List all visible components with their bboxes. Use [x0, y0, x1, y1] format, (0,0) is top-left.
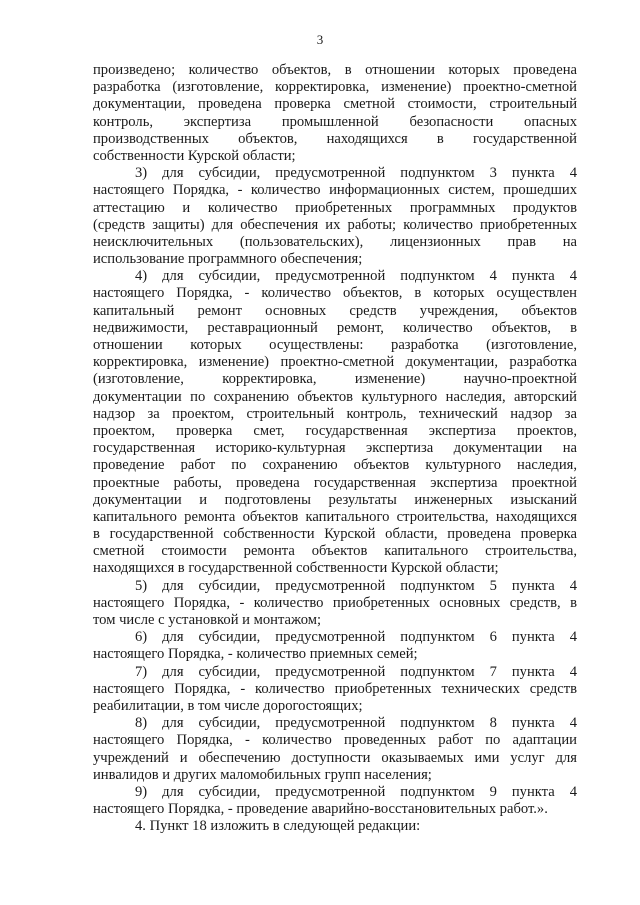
- paragraph-continuation: [93, 62, 577, 165]
- text-line: настоящего Порядка, - количество проведенных работ по адаптации: [93, 732, 577, 749]
- text-line: настоящего Порядка, - количество объектов, в которых осуществлен: [93, 285, 577, 302]
- document-body: [93, 62, 577, 835]
- text-line: сметной стоимости ремонта объектов капитального строительства,: [93, 543, 577, 560]
- paragraph-item-3: [93, 165, 577, 268]
- text-line: отношении которых осуществлены: разработка (изготовление,: [93, 337, 577, 353]
- text-line: произведено; количество объектов, в отношении которых проведена: [93, 62, 577, 78]
- text-line: находящихся в государственной собственности Курской области;: [93, 560, 499, 577]
- text-line: использование программного обеспечения;: [93, 251, 363, 268]
- text-line: 8) для субсидии, предусмотренной подпунктом 8 пункта 4: [135, 715, 577, 732]
- text-line: проектом, проверка смет, государственная экспертиза проектов,: [93, 422, 577, 439]
- text-line: том числе с установкой и монтажом;: [93, 612, 322, 628]
- text-line: аттестацию и количество приобретенных программных продуктов: [93, 199, 577, 216]
- text-line: собственности Курской области;: [93, 147, 296, 164]
- text-line: настоящего Порядка, - проведение аварийно-восстановительных работ.».: [93, 801, 548, 818]
- paragraph-item-6: [93, 629, 577, 663]
- text-line: проведение работ по сохранению объектов культурного наследия,: [93, 457, 577, 474]
- text-line: недвижимости, реставрационный ремонт, количество объектов, в: [93, 319, 577, 336]
- text-line: документации по сохранению объектов культурного наследия, авторский: [93, 388, 577, 405]
- text-line: 9) для субсидии, предусмотренной подпунктом 9 пункта 4: [135, 783, 577, 800]
- text-line: неисключительных (пользовательских), лицензионных прав на: [93, 233, 577, 250]
- text-line: корректировка, изменение) проектно-сметной документации, разработка: [93, 354, 577, 371]
- text-line: 3) для субсидии, предусмотренной подпунктом 3 пункта 4: [135, 165, 577, 182]
- text-line: 4) для субсидии, предусмотренной подпунктом 4 пункта 4: [135, 268, 577, 285]
- text-line: производственных объектов, находящихся в государственной: [93, 130, 577, 147]
- text-line: документации, проведена проверка сметной стоимости, строительный: [93, 96, 577, 113]
- text-line: реабилитации, в том числе дорогостоящих;: [93, 697, 363, 714]
- text-line: документации и подготовлены результаты инженерных изысканий: [93, 491, 577, 508]
- text-line: разработка (изготовление, корректировка, изменение) проектно-сметной: [93, 79, 577, 96]
- text-line: государственная историко-культурная экспертиза документации на: [93, 440, 577, 457]
- page-number: 3: [316, 32, 324, 47]
- text-line: настоящего Порядка, - количество информационных систем, прошедших: [93, 182, 577, 199]
- paragraph-clause-4: [93, 818, 577, 835]
- text-line: настоящего Порядка, - количество приобретенных технических средств: [93, 680, 577, 697]
- text-line: 7) для субсидии, предусмотренной подпунктом 7 пункта 4: [135, 663, 577, 680]
- text-line: настоящего Порядка, - количество приобретенных основных средств, в: [93, 594, 577, 611]
- text-line: настоящего Порядка, - количество приемных семей;: [93, 646, 418, 663]
- paragraph-item-9: [93, 784, 577, 818]
- paragraph-item-4: [93, 268, 577, 577]
- text-line: проектные работы, проведена государственная экспертиза проектной: [93, 474, 577, 491]
- paragraph-item-8: [93, 715, 577, 784]
- text-line: (изготовление, корректировка, изменение) научно-проектной: [93, 371, 577, 388]
- text-line: капитальный ремонт основных средств учреждения, объектов: [93, 302, 577, 319]
- text-line: 4. Пункт 18 изложить в следующей редакции:: [135, 818, 421, 835]
- text-line: в государственной собственности Курской области, проведена проверка: [93, 526, 577, 543]
- text-line: 6) для субсидии, предусмотренной подпунктом 6 пункта 4: [135, 629, 577, 646]
- text-line: надзор за проектом, строительный контроль, технический надзор за: [93, 405, 577, 422]
- text-line: контроль, экспертиза промышленной безопасности опасных: [93, 113, 577, 130]
- text-line: капитального ремонта объектов капитального строительства, находящихся: [93, 508, 577, 525]
- text-line: (средств защиты) для обеспечения их работы; количество приобретенных: [93, 216, 577, 233]
- text-line: 5) для субсидии, предусмотренной подпунктом 5 пункта 4: [135, 577, 577, 594]
- paragraph-item-5: [93, 578, 577, 630]
- text-line: учреждений и обеспечению доступности оказываемых ими услуг для: [93, 749, 577, 766]
- text-line: инвалидов и других маломобильных групп населения;: [93, 766, 432, 783]
- paragraph-item-7: [93, 664, 577, 716]
